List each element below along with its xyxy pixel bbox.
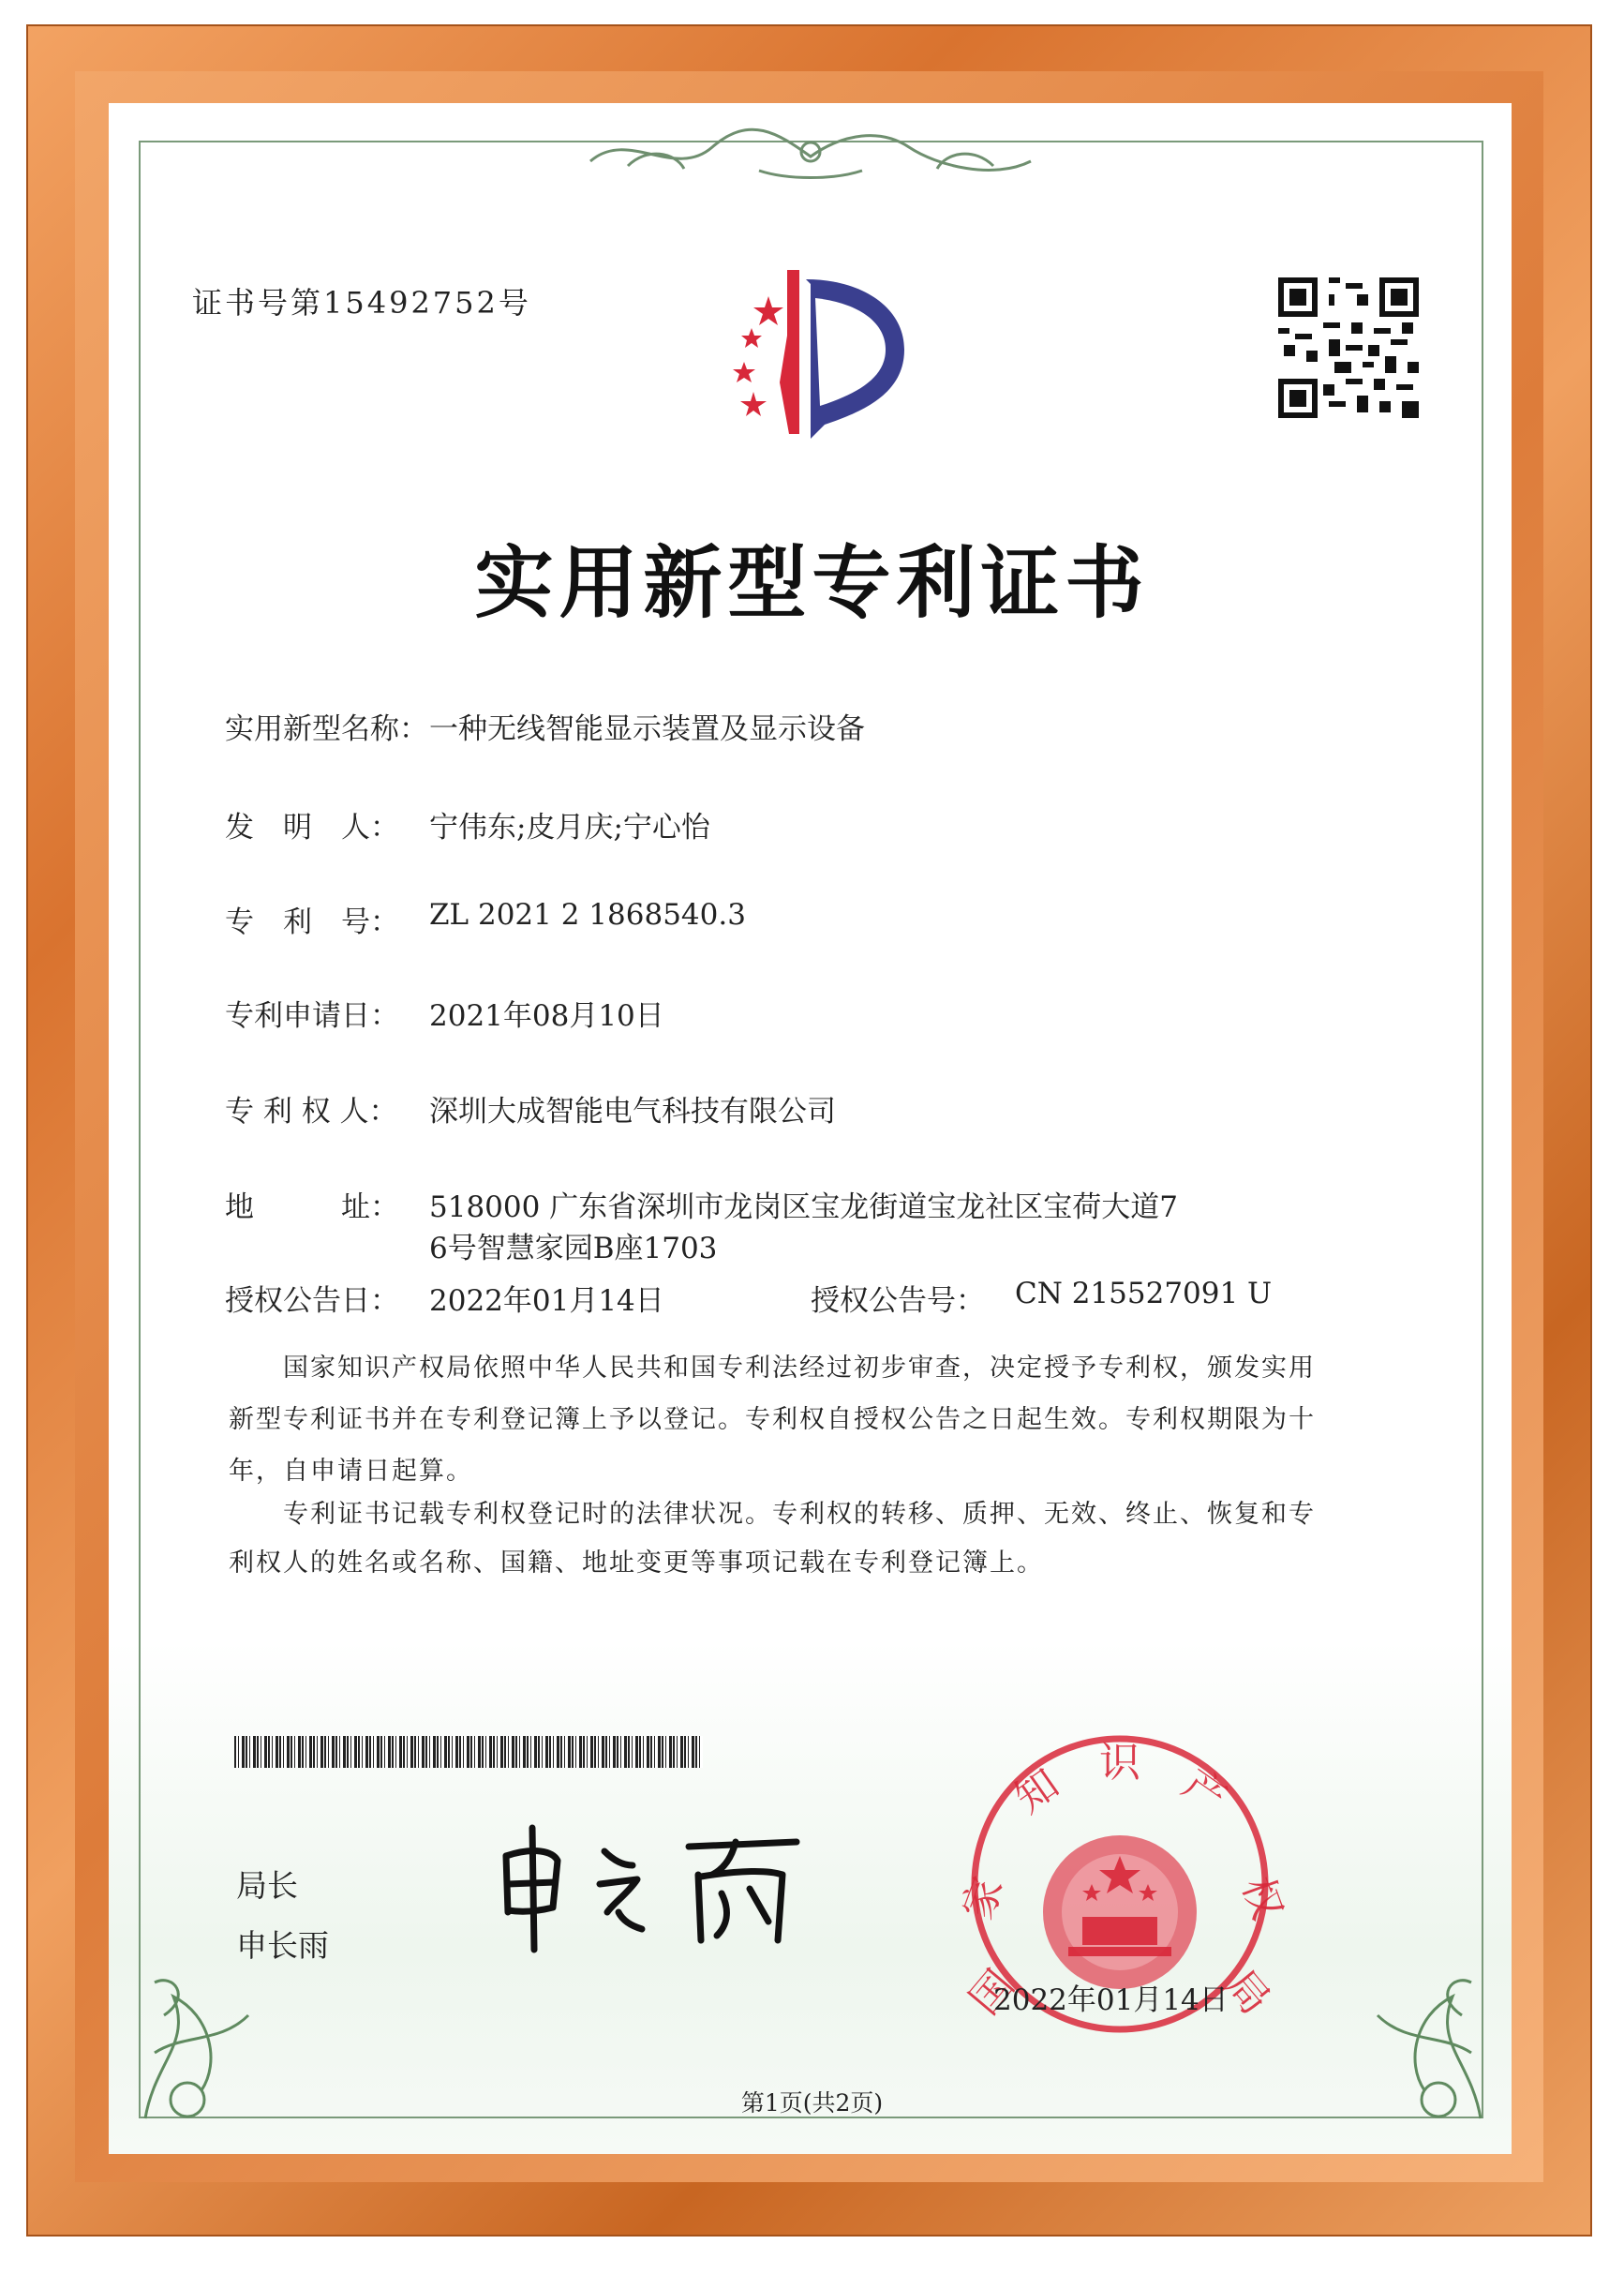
body-paragraph-1-line-3: 年，自申请日起算。 (229, 1457, 473, 1486)
apply-date-label: 专利申请日： (225, 999, 399, 1033)
body-paragraph-1-line-1: 国家知识产权局依照中华人民共和国专利法经过初步审查，决定授予专利权，颁发实用 (283, 1354, 1316, 1383)
certificate-number: 证书号第15492752号 (192, 285, 531, 321)
address-line-1: 518000 广东省深圳市龙岗区宝龙街道宝龙社区宝荷大道7 (429, 1190, 1178, 1224)
svg-text:权: 权 (1232, 1870, 1292, 1926)
apply-date-value: 2021年08月10日 (429, 999, 664, 1033)
seal-date: 2022年01月14日 (993, 1983, 1229, 2017)
inventor-label: 发 明 人： (225, 811, 399, 845)
address-label: 地 址： (225, 1190, 399, 1224)
name-label: 实用新型名称： (225, 712, 428, 746)
patent-number-value: ZL 2021 2 1868540.3 (429, 898, 746, 932)
patent-number-label: 专 利 号： (225, 905, 399, 939)
barcode (234, 1736, 703, 1768)
address-line-2: 6号智慧家园B座1703 (429, 1232, 718, 1265)
inventor-value: 宁伟东;皮月庆;宁心怡 (429, 811, 710, 845)
body-paragraph-2-line-2: 利权人的姓名或名称、国籍、地址变更等事项记载在专利登记簿上。 (229, 1548, 1044, 1578)
patent-office-logo (693, 261, 937, 448)
svg-text:知: 知 (1006, 1759, 1068, 1823)
name-value: 一种无线智能显示装置及显示设备 (429, 712, 865, 746)
grant-date-value: 2022年01月14日 (429, 1284, 664, 1318)
handwritten-signature (487, 1818, 825, 1959)
patent-holder-label: 专 利 权 人： (225, 1095, 398, 1129)
qr-code (1278, 277, 1419, 418)
director-name: 申长雨 (236, 1927, 329, 1964)
patent-holder-value: 深圳大成智能电气科技有限公司 (429, 1095, 836, 1129)
certificate-title: 实用新型专利证书 (474, 536, 1150, 629)
svg-text:产: 产 (1173, 1759, 1235, 1823)
director-title: 局长 (236, 1867, 298, 1904)
body-paragraph-1-line-2: 新型专利证书并在专利登记簿上予以登记。专利权自授权公告之日起生效。专利权期限为十 (229, 1405, 1316, 1434)
page-number: 第1页(共2页) (740, 2089, 884, 2117)
grant-number-value: CN 215527091 U (1015, 1277, 1273, 1310)
svg-text:家: 家 (953, 1870, 1013, 1926)
svg-text:识: 识 (1099, 1739, 1140, 1787)
svg-text:国: 国 (961, 1961, 1024, 2024)
top-ornament (572, 124, 1050, 189)
svg-text:局: 局 (1215, 1961, 1279, 2024)
grant-number-label: 授权公告号： (811, 1284, 985, 1318)
grant-date-label: 授权公告日： (225, 1284, 399, 1318)
body-paragraph-2-line-1: 专利证书记载专利权登记时的法律状况。专利权的转移、质押、无效、终止、恢复和专 (283, 1500, 1316, 1529)
